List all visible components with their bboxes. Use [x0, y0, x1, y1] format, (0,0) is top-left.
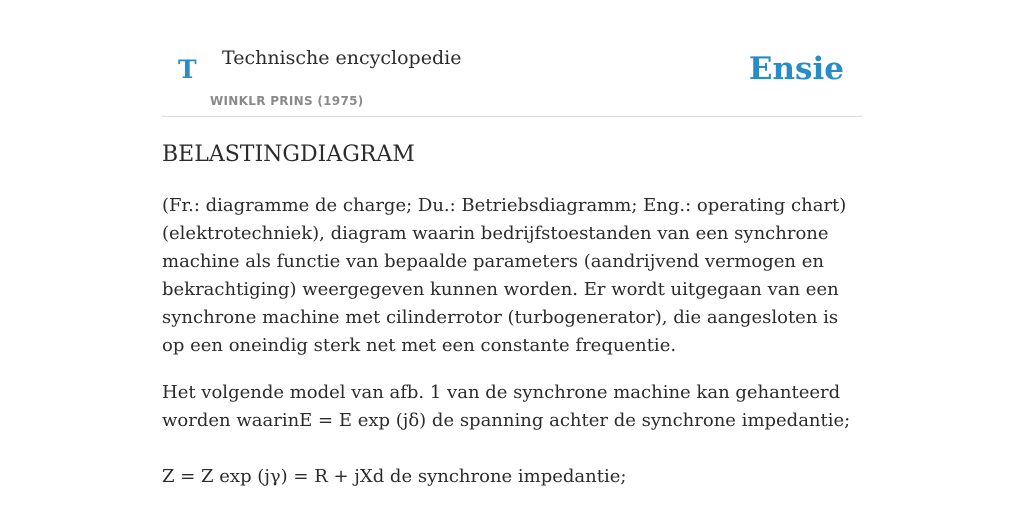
source-label: WINKLR PRINS (1975): [210, 94, 364, 108]
entry-paragraph: Het volgende model van afb. 1 van de synchrone machine kan gehanteerd worden waarinE = E exp (jδ) de spanning achter de synchrone impedantie;: [162, 382, 851, 431]
encyclopedia-logo-icon[interactable]: T: [178, 55, 197, 84]
entry-title: BELASTINGDIAGRAM: [162, 142, 415, 167]
encyclopedia-title[interactable]: Technische encyclopedie: [222, 47, 462, 69]
entry-paragraph: Z = Z exp (jγ) = R + jXd de synchrone impedantie;: [162, 466, 627, 487]
page: [162, 0, 862, 487]
ensie-logo-link[interactable]: Ensie: [748, 51, 844, 87]
entry-paragraph: (Fr.: diagramme de charge; Du.: Betriebsdiagramm; Eng.: operating chart) (elektrotechniek), diagram waarin bedrijfstoestanden van een synchrone machine als functie van bepaalde parameters (aandrijvend vermogen en bekrachtiging) weergegeven kunnen worden. Er wordt uitgegaan van een synchrone machine met cilinderrotor (turbogenerator), die aangesloten is op een oneindig sterk net met een constante frequentie.: [162, 195, 847, 356]
header: [162, 0, 862, 117]
